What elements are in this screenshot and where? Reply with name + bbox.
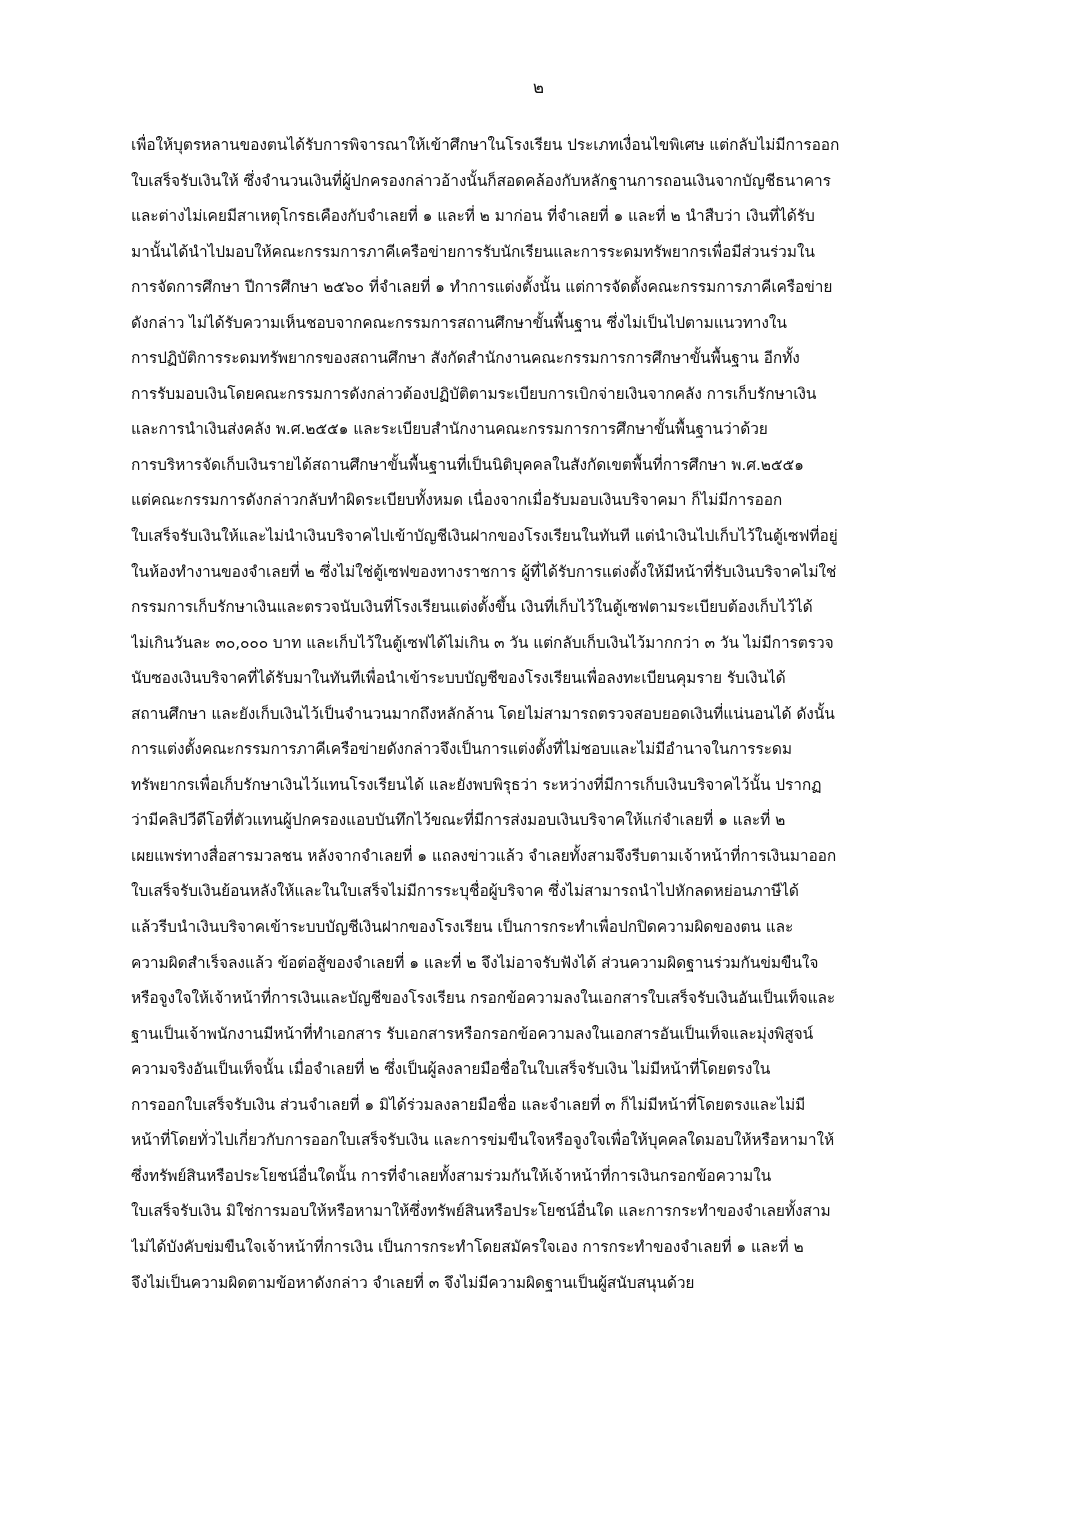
paragraph-line: ดังกล่าว ไม่ได้รับความเห็นชอบจากคณะกรรมการสถานศึกษาขั้นพื้นฐาน ซึ่งไม่เป็นไปตามแนวทางใน [131, 313, 787, 332]
paragraph-line: และต่างไม่เคยมีสาเหตุโกรธเคืองกับจำเลยที่ ๑ และที่ ๒ มาก่อน ที่จำเลยที่ ๑ และที่ ๒ นำสืบว่า เงินที่ได้รับ [131, 207, 815, 226]
paragraph-line: มานั้นได้นำไปมอบให้คณะกรรมการภาคีเครือข่ายการรับนักเรียนและการระดมทรัพยากรเพื่อมีส่วนร่วมใน [131, 242, 815, 261]
paragraph-line: การบริหารจัดเก็บเงินรายได้สถานศึกษาขั้นพื้นฐานที่เป็นนิติบุคคลในสังกัดเขตพื้นที่การศึกษา พ.ศ.๒๕๕๑ [131, 455, 804, 474]
paragraph-line: การปฏิบัติการระดมทรัพยากรของสถานศึกษา สังกัดสำนักงานคณะกรรมการการศึกษาขั้นพื้นฐาน อีกทั้ง [131, 349, 800, 368]
paragraph-line: ในห้องทำงานของจำเลยที่ ๒ ซึ่งไม่ใช่ตู้เซฟของทางราชการ ผู้ที่ได้รับการแต่งตั้งให้มีหน้าที่รับเงินบริจาคไม่ใช่ [131, 562, 837, 581]
paragraph-line: ว่ามีคลิปวีดีโอที่ตัวแทนผู้ปกครองแอบบันทึกไว้ขณะที่มีการส่งมอบเงินบริจาคให้แก่จำเลยที่ ๑ และที่ ๒ [131, 811, 786, 830]
paragraph-line: ไม่ได้บังคับข่มขืนใจเจ้าหน้าที่การเงิน เป็นการกระทำโดยสมัครใจเอง การกระทำของจำเลยที่ ๑ และที่ ๒ [131, 1237, 804, 1256]
paragraph-line: ทรัพยากรเพื่อเก็บรักษาเงินไว้แทนโรงเรียนได้ และยังพบพิรุธว่า ระหว่างที่มีการเก็บเงินบริจาคไว้นั้น ปรากฏ [131, 775, 822, 794]
paragraph-line: แล้วรีบนำเงินบริจาคเข้าระบบบัญชีเงินฝากของโรงเรียน เป็นการกระทำเพื่อปกปิดความผิดของตน และ [131, 918, 794, 937]
paragraph-line: การแต่งตั้งคณะกรรมการภาคีเครือข่ายดังกล่าวจึงเป็นการแต่งตั้งที่ไม่ชอบและไม่มีอำนาจในการระดม [131, 740, 793, 759]
paragraph-line: การรับมอบเงินโดยคณะกรรมการดังกล่าวต้องปฏิบัติตามระเบียบการเบิกจ่ายเงินจากคลัง การเก็บรักษาเงิน [131, 384, 817, 403]
paragraph-line: การจัดการศึกษา ปีการศึกษา ๒๕๖๐ ที่จำเลยที่ ๑ ทำการแต่งตั้งนั้น แต่การจัดตั้งคณะกรรมการภาคีเครือข่าย [131, 278, 833, 297]
paragraph-line: เผยแพร่ทางสื่อสารมวลชน หลังจากจำเลยที่ ๑ แถลงข่าวแล้ว จำเลยทั้งสามจึงรีบตามเจ้าหน้าที่การเงินมาออก [131, 846, 837, 865]
paragraph-line: นับซองเงินบริจาคที่ได้รับมาในทันทีเพื่อนำเข้าระบบบัญชีของโรงเรียนเพื่อลงทะเบียนคุมราย รับเงินได้ [131, 669, 786, 688]
paragraph-line: จึงไม่เป็นความผิดตามข้อหาดังกล่าว จำเลยที่ ๓ จึงไม่มีความผิดฐานเป็นผู้สนับสนุนด้วย [131, 1273, 695, 1292]
paragraph-line: ซึ่งทรัพย์สินหรือประโยชน์อื่นใดนั้น การที่จำเลยทั้งสามร่วมกันให้เจ้าหน้าที่การเงินกรอกข้อความใน [131, 1166, 772, 1185]
paragraph-line: เพื่อให้บุตรหลานของตนได้รับการพิจารณาให้เข้าศึกษาในโรงเรียน ประเภทเงื่อนไขพิเศษ แต่กลับไม่มีการออก [131, 136, 840, 154]
paragraph-line: หรือจูงใจให้เจ้าหน้าที่การเงินและบัญชีของโรงเรียน กรอกข้อความลงในเอกสารใบเสร็จรับเงินอันเป็นเท็จและ [131, 989, 836, 1008]
paragraph-line: ใบเสร็จรับเงินให้ ซึ่งจำนวนเงินที่ผู้ปกครองกล่าวอ้างนั้นก็สอดคล้องกับหลักฐานการถอนเงินจากบัญชีธนาคาร [131, 171, 831, 190]
paragraph-line: ไม่เกินวันละ ๓๐,๐๐๐ บาท และเก็บไว้ในตู้เซฟได้ไม่เกิน ๓ วัน แต่กลับเก็บเงินไว้มากกว่า ๓ วัน ไม่มีการตรวจ [131, 633, 834, 652]
paragraph-line: การออกใบเสร็จรับเงิน ส่วนจำเลยที่ ๑ มิได้ร่วมลงลายมือชื่อ และจำเลยที่ ๓ ก็ไม่มีหน้าที่โดยตรงและไม่มี [131, 1095, 806, 1114]
page-number: ๒ [532, 78, 545, 98]
paragraph-line: ความผิดสำเร็จลงแล้ว ข้อต่อสู้ของจำเลยที่ ๑ และที่ ๒ จึงไม่อาจรับฟังได้ ส่วนความผิดฐานร่วมกันข่มขืนใจ [131, 953, 819, 972]
paragraph-line: ใบเสร็จรับเงิน มิใช่การมอบให้หรือหามาให้ซึ่งทรัพย์สินหรือประโยชน์อื่นใด และการกระทำของจำเลยทั้งสาม [131, 1202, 831, 1221]
paragraph-line: สถานศึกษา และยังเก็บเงินไว้เป็นจำนวนมากถึงหลักล้าน โดยไม่สามารถตรวจสอบยอดเงินที่แน่นอนได้ ดังนั้น [131, 704, 835, 723]
paragraph-line: ใบเสร็จรับเงินให้และไม่นำเงินบริจาคไปเข้าบัญชีเงินฝากของโรงเรียนในทันที แต่นำเงินไปเก็บไว้ในตู้เซฟที่อยู่ [131, 527, 838, 546]
paragraph-line: และการนำเงินส่งคลัง พ.ศ.๒๕๕๑ และระเบียบสำนักงานคณะกรรมการการศึกษาขั้นพื้นฐานว่าด้วย [131, 420, 768, 439]
body-text [131, 128, 947, 1301]
paragraph-line: แต่คณะกรรมการดังกล่าวกลับทำผิดระเบียบทั้งหมด เนื่องจากเมื่อรับมอบเงินบริจาคมา ก็ไม่มีการออก [131, 491, 783, 510]
paragraph-line: กรรมการเก็บรักษาเงินและตรวจนับเงินที่โรงเรียนแต่งตั้งขึ้น เงินที่เก็บไว้ในตู้เซฟตามระเบียบต้องเก็บไว้ได้ [131, 598, 813, 617]
paragraph-line: ใบเสร็จรับเงินย้อนหลังให้และในใบเสร็จไม่มีการระบุชื่อผู้บริจาค ซึ่งไม่สามารถนำไปหักลดหย่อนภาษีได้ [131, 882, 799, 901]
paragraph-line: หน้าที่โดยทั่วไปเกี่ยวกับการออกใบเสร็จรับเงิน และการข่มขืนใจหรือจูงใจเพื่อให้บุคคลใดมอบให้หรือหามาให้ [131, 1131, 835, 1150]
paragraph-line: ความจริงอันเป็นเท็จนั้น เมื่อจำเลยที่ ๒ ซึ่งเป็นผู้ลงลายมือชื่อในใบเสร็จรับเงิน ไม่มีหน้าที่โดยตรงใน [131, 1060, 771, 1079]
paragraph-line: ฐานเป็นเจ้าพนักงานมีหน้าที่ทำเอกสาร รับเอกสารหรือกรอกข้อความลงในเอกสารอันเป็นเท็จและมุ่งพิสูจน์ [131, 1024, 814, 1043]
